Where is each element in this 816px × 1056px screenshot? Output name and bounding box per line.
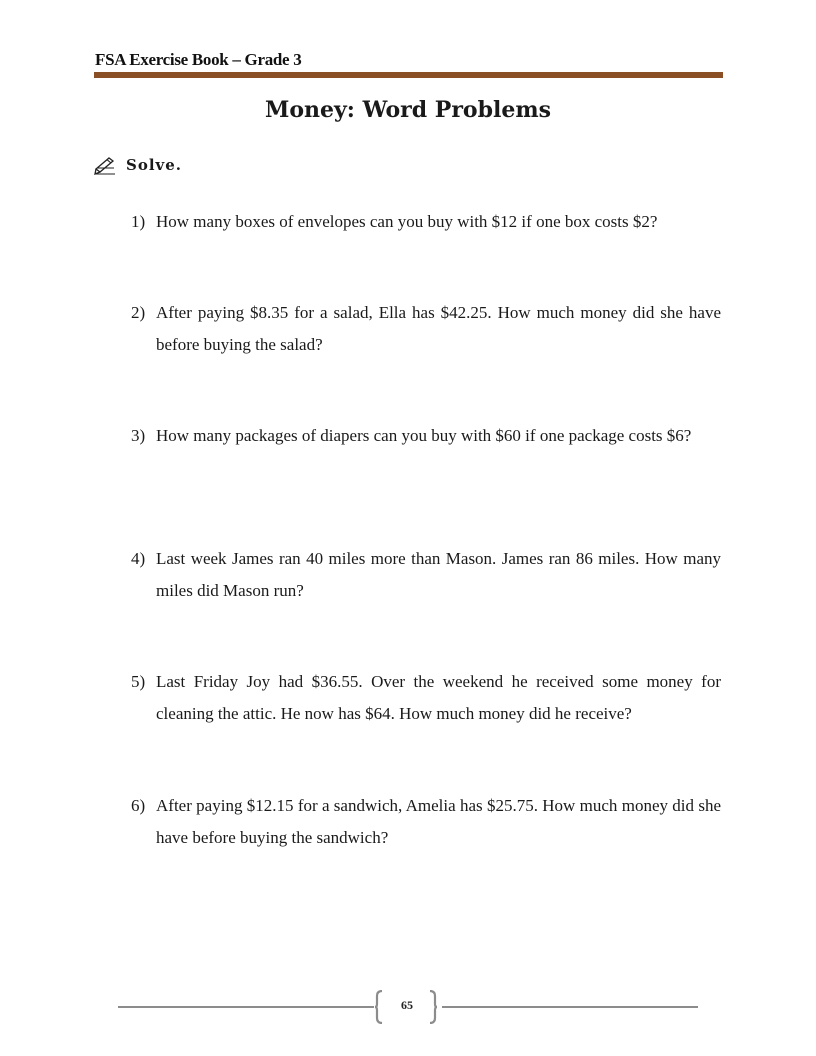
problem-text: How many packages of diapers can you buy with $60 if one package costs $6? (156, 426, 692, 445)
left-bracket-icon (374, 990, 384, 1024)
problem-number: 2) (131, 303, 146, 322)
problem-number: 4) (131, 549, 146, 568)
right-bracket-icon (428, 990, 438, 1024)
problem-text: Last week James ran 40 miles more than Mason. James ran 86 miles. How many miles did Mason run? (156, 549, 721, 600)
footer-divider-left (118, 1006, 374, 1008)
problem-number: 3) (131, 426, 146, 445)
problem-text: Last Friday Joy had $36.55. Over the weekend he received some money for cleaning the attic. He now has $64. How much money did he receive? (156, 672, 721, 723)
header-divider (94, 72, 723, 78)
problem-text: How many boxes of envelopes can you buy with $12 if one box costs $2? (156, 212, 658, 231)
page-title: Money: Word Problems (264, 97, 551, 123)
problem-text: After paying $12.15 for a sandwich, Amelia has $25.75. How much money did she have before buying the sandwich? (156, 796, 721, 847)
problem-item (131, 420, 721, 452)
page-number: 65 (401, 998, 413, 1012)
problem-item (131, 297, 721, 361)
problem-item (131, 206, 721, 238)
problem-number: 1) (131, 212, 146, 231)
instruction (94, 155, 182, 175)
problem-item (131, 543, 721, 607)
problem-item (131, 790, 721, 854)
instruction-label: Solve. (126, 156, 183, 174)
problem-number: 6) (131, 796, 146, 815)
footer-divider-right (442, 1006, 698, 1008)
problem-text: After paying $8.35 for a salad, Ella has $42.25. How much money did she have before buying the salad? (156, 303, 721, 354)
book-title: FSA Exercise Book – Grade 3 (95, 50, 302, 69)
problem-item (131, 666, 721, 730)
pencil-icon (94, 155, 116, 175)
problem-number: 5) (131, 672, 146, 691)
